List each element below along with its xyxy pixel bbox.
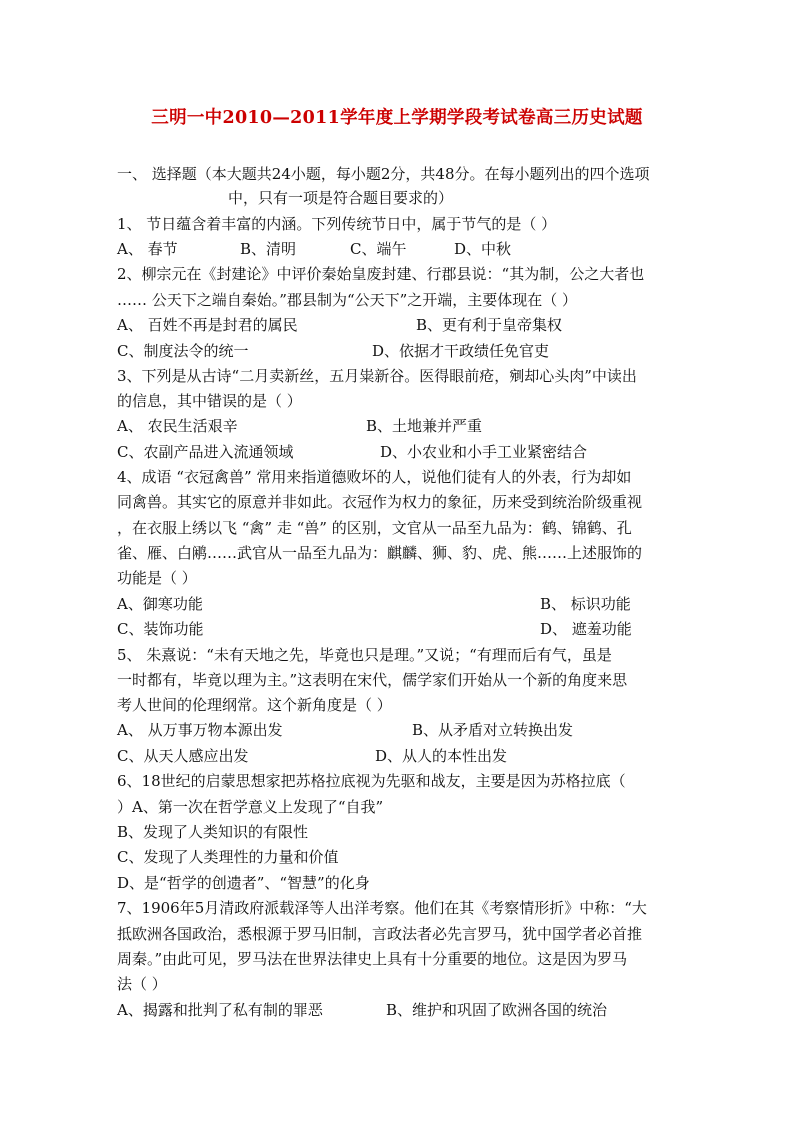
question-4-option-c: C、装饰功能 — [117, 620, 204, 638]
question-3-option-a: A、 农民生活艰辛 — [117, 417, 238, 435]
question-2-option-d: D、依据才干政绩任免官吏 — [372, 342, 550, 360]
question-2-option-a: A、 百姓不再是封君的属民 — [117, 316, 298, 334]
question-6-option-d: D、是“哲学的创遗者”、“智慧”的化身 — [117, 874, 370, 892]
question-1-stem: 1、 节日蕴含着丰富的内涵。下列传统节日中，属于节气的是（ ） — [117, 215, 557, 233]
question-3-option-b: B、土地兼并严重 — [366, 417, 483, 435]
question-5-option-c: C、从天人感应出发 — [117, 747, 249, 765]
question-6-stem-line1: 6、18世纪的启蒙思想家把苏格拉底视为先驱和战友，主要是因为苏格拉底（ — [117, 772, 626, 790]
question-2-option-c: C、制度法令的统一 — [117, 342, 249, 360]
section-heading-line2: 中，只有一项是符合题目要求的） — [228, 189, 454, 207]
question-6-option-c: C、发现了人类理性的力量和价值 — [117, 848, 339, 866]
section-heading-line1: 一、 选择题（本大题共24小题，每小题2分，共48分。在每小题列出的四个选项 — [117, 165, 650, 183]
question-2-option-b: B、更有利于皇帝集权 — [416, 316, 563, 334]
question-5-option-b: B、从矛盾对立转换出发 — [412, 721, 574, 739]
question-7-option-a: A、揭露和批判了私有制的罪恶 — [117, 1001, 323, 1019]
question-5-option-a: A、 从万事万物本源出发 — [117, 721, 283, 739]
question-1-option-b: B、清明 — [240, 240, 297, 258]
question-3-option-c: C、农副产品进入流通领域 — [117, 443, 294, 461]
question-5-stem-line3: 考人世间的伦理纲常。这个新角度是（ ） — [117, 696, 392, 714]
question-7-option-b: B、维护和巩固了欧洲各国的统治 — [386, 1001, 608, 1019]
question-7-stem-line3: 周秦。”由此可见，罗马法在世界法律史上具有十分重要的地位。这是因为罗马 — [117, 950, 628, 968]
question-6-stem-line2: ）A、第一次在哲学意义上发现了“自我” — [117, 798, 384, 816]
question-4-option-d: D、 遮羞功能 — [540, 620, 632, 638]
question-7-stem-line1: 7、1906年5月清政府派载泽等人出洋考察。他们在其《考察情形折》中称：“大 — [117, 899, 647, 917]
question-1-option-d: D、中秋 — [454, 240, 512, 258]
question-4-stem-line3: ，在衣服上绣以飞 “禽” 走 “兽” 的区别，文官从一品至九品为：鹤、锦鹤、孔 — [117, 519, 632, 537]
question-3-option-d: D、小农业和小手工业紧密结合 — [380, 443, 588, 461]
question-1-option-a: A、 春节 — [117, 240, 178, 258]
question-3-stem-line1: 3、下列是从古诗“二月卖新丝，五月粜新谷。医得眼前疮，剜却心头肉”中读出 — [117, 367, 637, 385]
question-4-stem-line2: 同禽兽。其实它的原意并非如此。衣冠作为权力的象征，历来受到统治阶级重视 — [117, 493, 643, 511]
question-5-stem-line2: 一时都有，毕竟以理为主。”这表明在宋代，儒学家们开始从一个新的角度来思 — [117, 671, 628, 689]
question-5-option-d: D、从人的本性出发 — [375, 747, 508, 765]
question-5-stem-line1: 5、 朱熹说：“未有天地之先，毕竟也只是理。”又说；“有理而后有气，虽是 — [117, 646, 612, 664]
question-4-option-b: B、 标识功能 — [540, 595, 631, 613]
question-4-stem-line4: 雀、雁、白鹇……武官从一品至九品为：麒麟、狮、豹、虎、熊……上述服饰的 — [117, 544, 643, 562]
question-3-stem-line2: 的信息，其中错误的是（ ） — [117, 392, 302, 410]
question-4-stem-line1: 4、成语 “衣冠禽兽” 常用来指道德败坏的人，说他们徒有人的外表，行为却如 — [117, 468, 632, 486]
question-4-stem-line5: 功能是（ ） — [117, 569, 197, 587]
question-6-option-b: B、发现了人类知识的有限性 — [117, 823, 309, 841]
question-7-stem-line2: 抵欧洲各国政治，悉根源于罗马旧制，言政法者必先言罗马，犹中国学者必首推 — [117, 925, 643, 943]
page-title: 三明一中2010—2011学年度上学期学段考试卷高三历史试题 — [151, 108, 643, 128]
question-2-stem-line2: …… 公天下之端自秦始。”郡县制为“公天下”之开端，主要体现在（ ） — [117, 291, 578, 309]
question-7-stem-line4: 法（ ） — [117, 975, 167, 993]
question-2-stem-line1: 2、柳宗元在《封建论》中评价秦始皇废封建、行郡县说：“其为制，公之大者也 — [117, 265, 645, 283]
question-4-option-a: A、御寒功能 — [117, 595, 203, 613]
question-1-option-c: C、端午 — [350, 240, 407, 258]
